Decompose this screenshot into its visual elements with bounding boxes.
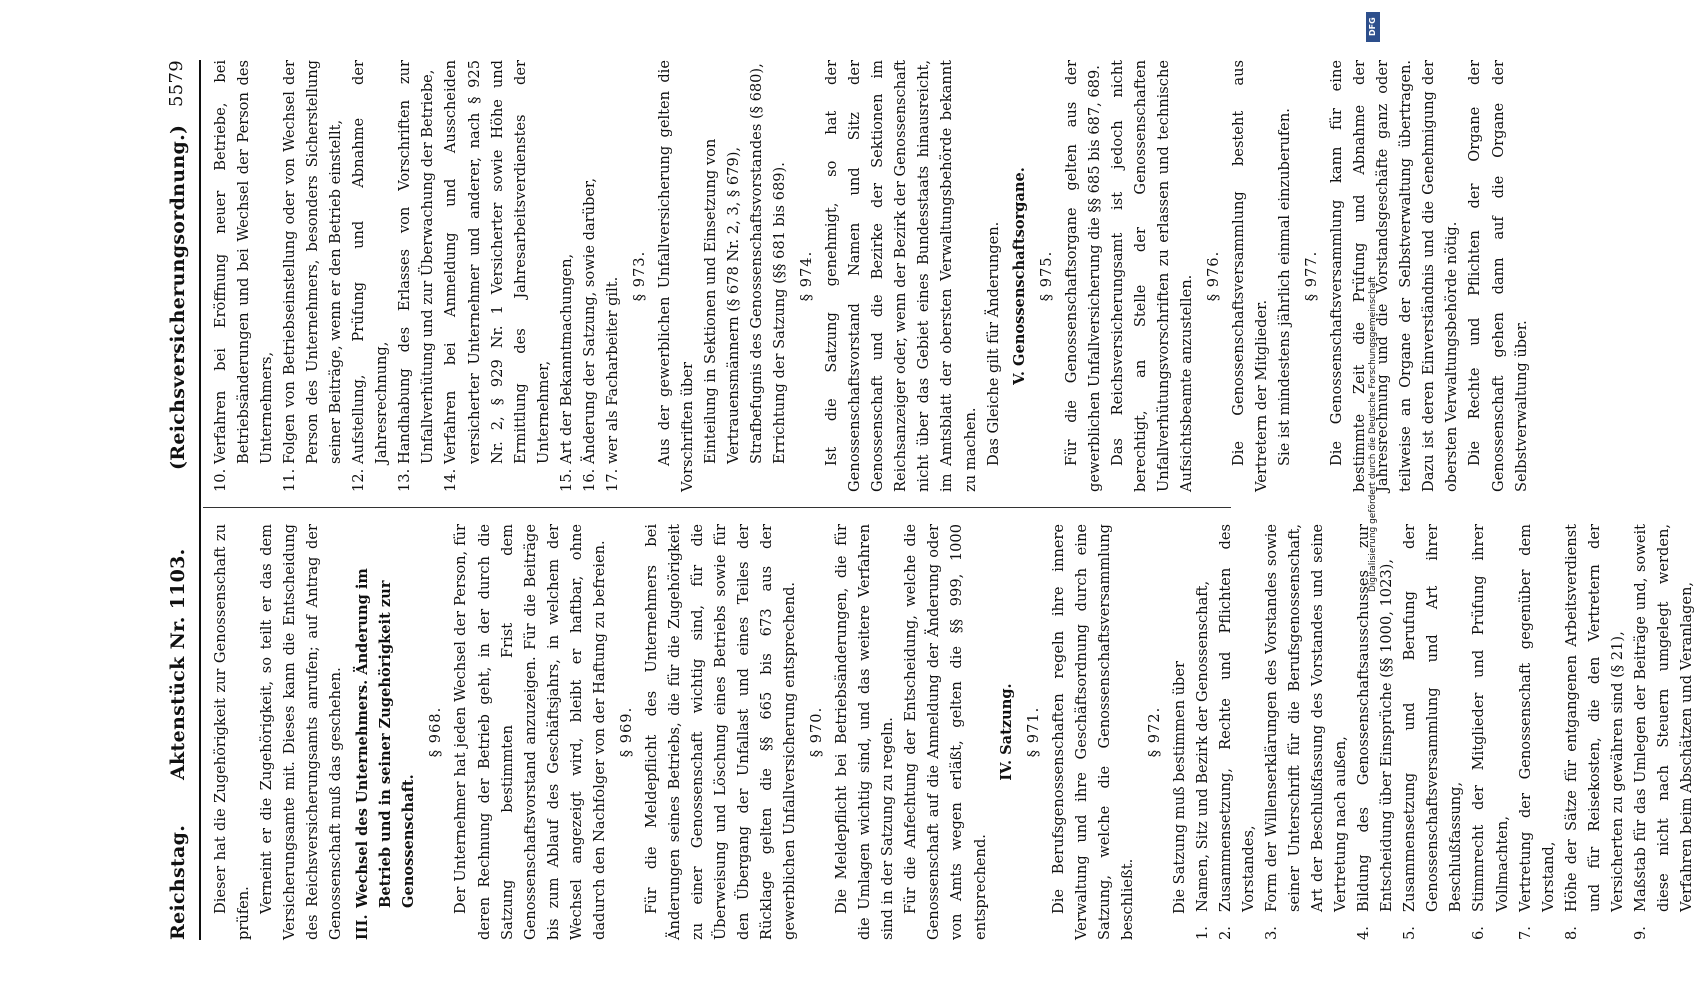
left-column	[209, 524, 1698, 940]
header-rule	[199, 60, 201, 940]
paragraph: Für die Meldepflicht des Unternehmers bei Änderungen seines Betriebs, die für die Zugehörigkeit zu einer Genossenschaft wichtig sind, für die Überweisung und Löschung eines Betriebs sowie für den Übergang der Unfallast und eines Teiles der Rücklage gelten die §§ 665 bis 673 aus der gewerblichen Unfallversicherung entsprechend.	[642, 524, 799, 940]
list-item-text: Bildung des Genossenschaftsausschusses zur Entscheidung über Einsprüche (§§ 1000, 1023),	[1355, 524, 1396, 912]
list-item	[1191, 524, 1214, 940]
list-item-number: 11.	[281, 468, 299, 492]
list-item-number: 6.	[1470, 926, 1488, 940]
section-heading: IV. Satzung.	[997, 683, 1015, 781]
list-item-number: 8.	[1562, 926, 1580, 940]
list-item	[1467, 524, 1513, 940]
list-item	[347, 60, 393, 492]
list-item	[1214, 524, 1260, 940]
list-item	[601, 60, 624, 492]
paragraph-sign: § 976.	[1204, 250, 1222, 302]
list-item-text: Zusammensetzung, Rechte und Pflichten des Vorstandes,	[1216, 524, 1258, 912]
paragraph: Die Genossenschaftsversammlung kann für eine bestimmte Zeit die Prüfung und Abnahme der Jahresrechnung und die Vorstandsgeschäfte ganz oder teilweise an Organe der Selbstverwaltung übertragen. Dazu ist deren Einverständnis und die Genehmigung der obersten Verwaltungsbehörde nötig.	[1328, 60, 1461, 492]
paragraph: Das Reichsversicherungsamt ist jedoch nicht berechtigt, an Stelle der Genossenschaften Unfallverhütungsvorschriften zu erlassen und technische Aufsichtsbeamte anzustellen.	[1108, 60, 1195, 492]
paragraph-sign: § 969.	[617, 706, 635, 758]
paragraph-sign: § 968.	[427, 706, 445, 758]
paragraph-sign: § 973.	[630, 250, 648, 302]
list-item-text: Maßstab für das Umlegen der Beiträge und, soweit diese nicht nach Steuern umgelegt werden, Verfahren beim Abschätzen und Veranlagen,	[1631, 524, 1695, 912]
list-item	[1560, 524, 1629, 940]
list-item-text: Art der Bekanntmachungen,	[557, 253, 575, 464]
list-item-text: Vertretung der Genossenschaft gegenüber dem Vorstand,	[1516, 524, 1557, 912]
sub-paragraph: Einteilung in Sektionen und Einsetzung von Vertrauensmännern (§ 678 Nr. 2, 3, § 679),	[701, 138, 743, 464]
list-item-number: 13.	[396, 468, 414, 492]
sub-paragraph: Strafbefugnis des Genossenschaftsvorstandes (§ 680),	[748, 63, 766, 464]
list-item	[439, 60, 554, 492]
digitization-credit: Digitalisierung gefördert durch die Deutsche Forschungsgemeinschaft	[1368, 276, 1378, 592]
list-item-text: Zusammensetzung und Berufung der Genossenschaftsversammlung und Art ihrer Beschlußfassung,	[1401, 524, 1465, 912]
list-item-number: 9.	[1631, 926, 1649, 940]
paragraph: Ist die Satzung genehmigt, so hat der Genossenschaftsvorstand Namen und Sitz der Genossenschaft und die Bezirke der Sektionen im Reichsanzeiger oder, wenn der Bezirk der Genossenschaft nicht über das Gebiet eines Bundesstaats hinausreicht, im Amtsblatt der obersten Verwaltungsbehörde bekannt zu machen.	[823, 60, 979, 492]
sub-paragraph: Errichtung der Satzung (§§ 681 bis 689).	[771, 162, 789, 464]
list-item	[1398, 524, 1467, 940]
list-item-number: 15.	[557, 468, 575, 492]
list-item-text: Höhe der Sätze für entgangenen Arbeitsverdienst und für Reisekosten, die den Vertretern der Versicherten zu gewähren sind (§ 21),	[1562, 524, 1626, 912]
header-left: Reichstag.	[167, 824, 189, 940]
paragraph: Das Gleiche gilt für Änderungen.	[984, 221, 1002, 466]
list-item-text: Verfahren bei Eröffnung neuer Betriebe, bei Betriebsänderungen und bei Wechsel der Person des Unternehmers,	[212, 60, 276, 464]
paragraph: Die Satzung muß bestimmen über	[1170, 660, 1188, 914]
paragraph-sign: § 971.	[1024, 706, 1042, 758]
list-item-number: 1.	[1193, 926, 1211, 940]
list-item-text: Aufstellung, Prüfung und Abnahme der Jahresrechnung,	[350, 60, 391, 464]
page-header	[163, 60, 193, 940]
paragraph-sign: § 975.	[1037, 250, 1055, 302]
list-item	[578, 60, 601, 492]
section-heading: V. Genossenschaftsorgane.	[1010, 167, 1028, 385]
list-item-text: wer als Facharbeiter gilt.	[603, 276, 621, 464]
list-item	[1260, 524, 1352, 940]
paragraph: Die Meldepflicht bei Betriebsänderungen, die für die Umlagen wichtig sind, und das weitere Verfahren sind in der Satzung zu regeln.	[833, 524, 897, 940]
list-item	[1514, 524, 1560, 940]
list-item	[209, 60, 278, 492]
list-item-number: 16.	[580, 468, 598, 492]
list-item	[278, 60, 347, 492]
list-item-number: 10.	[212, 468, 229, 492]
list-item	[555, 60, 578, 492]
list-item-number: 12.	[350, 468, 368, 492]
list-item-text: Namen, Sitz und Bezirk der Genossenschaft,	[1193, 580, 1211, 912]
section-heading-text: Wechsel des Unternehmers. Änderung im Betrieb und in seiner Zugehörigkeit zur Genossenschaft.	[354, 568, 418, 908]
list-item-number: 17.	[603, 468, 621, 492]
dfg-logo: DFG	[1366, 12, 1380, 42]
paragraph: Dieser hat die Zugehörigkeit zur Genossenschaft zu prüfen.	[212, 524, 253, 940]
list-item-number: 3.	[1263, 926, 1281, 940]
paragraph: Sie ist mindestens jährlich einmal einzuberufen.	[1276, 108, 1294, 466]
paragraph: Die Genossenschaftsversammlung besteht aus Vertretern der Mitglieder.	[1230, 60, 1271, 492]
list-item-text: Folgen von Betriebseinstellung oder von Wechsel der Person des Unternehmers, besonders Sicherstellung seiner Beiträge, wenn er den Betrieb einstellt,	[281, 60, 345, 464]
list-item-number: 2.	[1216, 926, 1234, 940]
paragraph: Für die Anfechtung der Entscheidung, welche die Genossenschaft auf die Anmeldung der Änderung oder von Amts wegen erläßt, gelten die §§ 999, 1000 entsprechend.	[902, 524, 989, 940]
paragraph-sign: § 972.	[1145, 706, 1163, 758]
paragraph: Die Rechte und Pflichten der Organe der Genossenschaft gehen dann auf die Organe der Selbstverwaltung über.	[1466, 60, 1530, 492]
list-item-text: Stimmrecht der Mitglieder und Prüfung ihrer Vollmachten,	[1470, 524, 1511, 912]
list-item	[1629, 524, 1698, 940]
section-heading	[351, 524, 420, 940]
paragraph: Der Unternehmer hat jeden Wechsel der Person, für deren Rechnung der Betrieb geht, in der durch die Satzung bestimmten Frist dem Genossenschaftsvorstand anzuzeigen. Für die Beiträge bis zum Ablauf des Geschäftsjahrs, in welchem der Wechsel angezeigt wird, bleibt er haftbar, ohne dadurch den Nachfolger von der Haftung zu befreien.	[452, 524, 608, 940]
paragraph-sign: § 977.	[1303, 250, 1321, 302]
paragraph: Verneint er die Zugehörigkeit, so teilt er das dem Versicherungsamte mit. Dieses kann die Entscheidung des Reichsversicherungsamts anrufen; auf Antrag der Genossenschaft muß das geschehen.	[258, 524, 345, 940]
list-item-number: 4.	[1355, 926, 1373, 940]
page-number: 5579	[166, 60, 187, 108]
list-item-text: Änderung der Satzung, sowie darüber,	[580, 177, 598, 464]
list-item-text: Handhabung des Erlasses von Vorschriften zur Unfallverhütung und zur Überwachung der Betriebe,	[396, 60, 437, 464]
digitization-note	[1366, 12, 1380, 990]
list-item	[393, 60, 439, 492]
list-item-text: Verfahren bei Anmeldung und Ausscheiden versicherter Unternehmer und anderer, nach § 925 Nr. 2, § 929 Nr. 1 Versicherter sowie Höhe und Ermittlung des Jahresarbeitsverdienstes der Unternehmer,	[442, 60, 552, 464]
list-item-number: 5.	[1401, 926, 1419, 940]
paragraph-sign: § 970.	[808, 706, 826, 758]
paragraph: Für die Genossenschaftsorgane gelten aus der gewerblichen Unfallversicherung die §§ 685 bis 687, 689.	[1062, 60, 1103, 492]
list-item-number: 7.	[1516, 926, 1534, 940]
paragraph: Aus der gewerblichen Unfallversicherung gelten die Vorschriften über	[655, 60, 696, 492]
header-title: (Reichsversicherungsordnung.)	[167, 124, 189, 470]
list-item-number: 14.	[442, 468, 460, 492]
paragraph-sign: § 974.	[798, 250, 816, 302]
paragraph: Die Berufsgenossenschaften regeln ihre innere Verwaltung und ihre Geschäftsordnung durch eine Satzung, welche die Genossenschaftsversammlung beschließt.	[1049, 524, 1136, 940]
header-document-number: Aktenstück Nr. 1103.	[167, 548, 189, 780]
list-item-text: Form der Willenserklärungen des Vorstandes sowie seiner Unterschrift für die Berufsgenossenschaft, Art der Beschlußfassung des Vorstandes und seine Vertretung nach außen,	[1263, 524, 1350, 912]
section-heading-number: III.	[354, 914, 372, 940]
right-column	[209, 60, 1533, 492]
column-divider	[203, 507, 1231, 508]
